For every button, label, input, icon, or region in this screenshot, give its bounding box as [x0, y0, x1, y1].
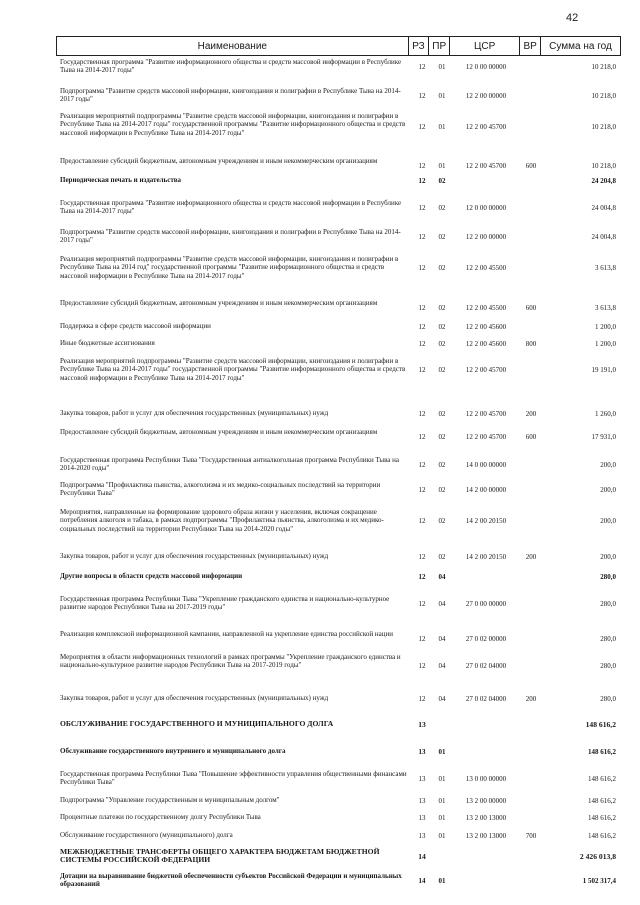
table-row [56, 848, 621, 866]
row-csr: 12 2 00 45700 [465, 432, 507, 441]
row-name: Иные бюджетные ассигнования [60, 339, 155, 347]
row-vr [522, 357, 540, 383]
table-row [56, 112, 621, 142]
row-pr: 02 [438, 203, 446, 212]
row-vr: 600 [525, 432, 537, 441]
row-name: Подпрограмма "Профилактика пьянства, алкоголизма и их медико-социальных последствий на территории Республики Тыва" [60, 481, 381, 498]
table-row [56, 357, 621, 383]
row-csr: 12 0 00 00000 [465, 203, 507, 212]
row-rz: 12 [418, 694, 426, 703]
row-vr [522, 653, 540, 679]
row-csr: 12 2 00 45600 [465, 339, 507, 348]
row-vr [522, 481, 540, 499]
row-name: Мероприятия, направленные на формирование здорового образа жизни у населения, включая сокращение потребления алкоголя и табака, в рамках подпрограммы "Профилактика пьянства, алкоголизма и их медико-социальных последствий на территории Республики Тыва на 2014-2020 годы" [60, 508, 384, 533]
row-name: Реализация мероприятий подпрограммы "Развитие средств массовой информации, книгоиздания и полиграфии в Республике Тыва на 2014 год" государственной программы "Развитие информационного общества и средств массовой информации в Республике Тыва на 2014-2017 годы" [60, 255, 399, 280]
row-pr: 02 [438, 552, 446, 561]
row-pr: 02 [438, 409, 446, 418]
table-header [56, 36, 621, 56]
row-csr [453, 720, 519, 730]
row-rz: 12 [418, 176, 426, 185]
table-row [56, 770, 621, 788]
row-csr: 12 2 00 45700 [465, 365, 507, 374]
row-name: Мероприятия в области информационных технологий в рамках программы "Укрепление гражданского единства и национально-культурное развитие народов Республики Тыва на 2017-2019 годы" [60, 653, 401, 670]
row-sum: 200,0 [600, 485, 616, 494]
row-csr: 12 2 00 00000 [465, 232, 507, 241]
row-csr: 12 2 00 00000 [465, 91, 507, 100]
row-csr: 14 0 00 00000 [465, 460, 507, 469]
row-csr: 13 2 00 00000 [465, 796, 507, 805]
row-sum: 148 616,2 [588, 774, 616, 783]
row-vr [522, 747, 540, 757]
row-sum: 200,0 [600, 552, 616, 561]
row-pr: 01 [438, 876, 446, 885]
row-csr: 13 2 00 13000 [465, 813, 507, 822]
row-vr: 800 [525, 339, 537, 348]
row-csr: 13 0 00 00000 [465, 774, 507, 783]
row-sum: 3 613,8 [595, 303, 616, 312]
row-rz: 12 [418, 634, 426, 643]
row-rz: 12 [418, 599, 426, 608]
row-sum: 10 218,0 [591, 91, 616, 100]
row-pr: 01 [438, 62, 446, 71]
row-vr [522, 720, 540, 730]
table-row [56, 796, 621, 806]
table-row [56, 595, 621, 613]
row-rz: 12 [418, 91, 426, 100]
table-row [56, 87, 621, 105]
row-csr [453, 176, 519, 186]
row-sum: 148 616,2 [588, 747, 616, 756]
row-pr: 04 [438, 694, 446, 703]
row-pr [433, 848, 451, 866]
table-row [56, 157, 621, 175]
row-sum: 200,0 [600, 460, 616, 469]
table-row [56, 872, 621, 890]
table-row [56, 747, 621, 757]
header-rz: РЗ [408, 37, 429, 55]
row-sum: 24 004,8 [591, 203, 616, 212]
table-row [56, 339, 621, 349]
row-csr: 12 2 00 45700 [465, 122, 507, 131]
row-name: МЕЖБЮДЖЕТНЫЕ ТРАНСФЕРТЫ ОБЩЕГО ХАРАКТЕРА БЮДЖЕТАМ БЮДЖЕТНОЙ СИСТЕМЫ РОССИЙСКОЙ ФЕДЕРАЦИИ [60, 847, 380, 865]
row-pr: 01 [438, 813, 446, 822]
row-name: Подпрограмма "Развитие средств массовой информации, книгоиздания и полиграфии в Республике Тыва на 2014-2017 годы" [60, 228, 401, 245]
row-vr [522, 813, 540, 823]
row-csr: 12 2 00 45700 [465, 409, 507, 418]
table-row [56, 176, 621, 186]
row-sum: 10 218,0 [591, 62, 616, 71]
row-name: Обслуживание государственного внутреннего и муниципального долга [60, 747, 286, 755]
row-name: Закупка товаров, работ и услуг для обеспечения государственных (муниципальных) нужд [60, 552, 329, 560]
row-rz: 12 [418, 339, 426, 348]
row-name: Реализация комплексной информационной кампании, направленной на укрепление единства российской нации [60, 630, 393, 638]
row-vr: 600 [525, 303, 537, 312]
row-csr: 27 0 02 04000 [465, 661, 507, 670]
table-row [56, 720, 621, 730]
row-pr: 01 [438, 747, 446, 756]
row-rz: 12 [418, 263, 426, 272]
row-sum: 148 616,2 [588, 796, 616, 805]
row-vr [522, 630, 540, 648]
row-rz: 13 [418, 774, 426, 783]
row-pr: 01 [438, 831, 446, 840]
row-rz: 12 [418, 572, 426, 581]
row-name: Государственная программа Республики Тыва "Укрепление гражданского единства и национально-культурное развитие народов Республики Тыва на 2017-2019 годы" [60, 595, 390, 612]
row-sum: 280,0 [600, 599, 616, 608]
row-vr [522, 255, 540, 281]
table-row [56, 428, 621, 446]
page-number: 42 [566, 12, 579, 24]
row-pr: 01 [438, 91, 446, 100]
row-name: Государственная программа Республики Тыва "Повышение эффективности управления общественными финансами Республики Тыва" [60, 770, 407, 787]
row-sum: 280,0 [600, 694, 616, 703]
row-vr [522, 595, 540, 613]
row-rz: 12 [418, 432, 426, 441]
row-vr [522, 87, 540, 105]
table-row [56, 322, 621, 332]
row-name: Подпрограмма "Развитие средств массовой информации, книгоиздания и полиграфии в Республике Тыва на 2014-2017 годы" [60, 87, 401, 104]
table-row [56, 255, 621, 281]
row-sum: 1 200,0 [595, 322, 616, 331]
row-pr: 01 [438, 122, 446, 131]
table-row [56, 508, 621, 534]
header-pr: ПР [428, 37, 449, 55]
row-csr: 13 2 00 13000 [465, 831, 507, 840]
row-sum: 148 616,2 [588, 831, 616, 840]
row-rz: 12 [418, 661, 426, 670]
row-vr: 200 [525, 409, 537, 418]
row-rz: 13 [418, 719, 426, 729]
row-csr: 12 2 00 45600 [465, 322, 507, 331]
row-sum: 24 004,8 [591, 232, 616, 241]
table-row [56, 481, 621, 499]
row-name: Реализация мероприятий подпрограммы "Развитие средств массовой информации, книгоиздания и полиграфии в Республике Тыва на 2014-2017 годы" государственной программы "Развитие информационного общества и средств массовой информации в Республике Тыва на 2014-2017 годы" [60, 357, 406, 382]
table-row [56, 456, 621, 474]
row-pr: 01 [438, 796, 446, 805]
row-name: Предоставление субсидий бюджетным, автономным учреждениям и иным некоммерческим организациям [60, 157, 378, 165]
row-sum: 1 260,0 [595, 409, 616, 418]
row-rz: 12 [418, 303, 426, 312]
row-vr: 200 [525, 552, 537, 561]
row-csr: 12 2 00 45500 [465, 303, 507, 312]
row-name: Государственная программа "Развитие информационного общества и средств массовой информации в Республике Тыва на 2014-2017 годы" [60, 199, 402, 216]
row-name: Закупка товаров, работ и услуг для обеспечения государственных (муниципальных) нужд [60, 409, 329, 417]
row-pr [433, 720, 451, 730]
row-rz: 13 [418, 747, 426, 756]
row-sum: 24 204,8 [591, 176, 616, 185]
row-sum: 280,0 [600, 634, 616, 643]
row-csr: 27 0 02 00000 [465, 634, 507, 643]
row-csr [453, 872, 519, 890]
row-sum: 148 616,2 [588, 813, 616, 822]
row-name: Реализация мероприятий подпрограммы "Развитие средств массовой информации, книгоиздания и полиграфии в Республике Тыва на 2014-2017 годы" государственной программы "Развитие информационного общества и средств массовой информации в Республике Тыва на 2014-2017 годы" [60, 112, 406, 137]
table-row [56, 694, 621, 704]
row-vr [522, 872, 540, 890]
table-row [56, 58, 621, 76]
row-rz: 12 [418, 365, 426, 374]
row-csr: 12 0 00 00000 [465, 62, 507, 71]
row-vr [522, 58, 540, 76]
header-name: Наименование [197, 40, 267, 52]
row-name: Обслуживание государственного (муниципального) долга [60, 831, 233, 839]
row-vr [522, 508, 540, 534]
row-csr: 27 0 00 00000 [465, 599, 507, 608]
table-row [56, 653, 621, 679]
table-row [56, 552, 621, 562]
table-row [56, 572, 621, 582]
row-rz: 12 [418, 516, 426, 525]
row-sum: 280,0 [600, 661, 616, 670]
row-pr: 04 [438, 634, 446, 643]
row-vr [522, 228, 540, 246]
row-name: Закупка товаров, работ и услуг для обеспечения государственных (муниципальных) нужд [60, 694, 329, 702]
row-sum: 19 191,0 [591, 365, 616, 374]
row-vr [522, 848, 540, 866]
row-name: Процентные платежи по государственному долгу Республики Тыва [60, 813, 261, 821]
row-csr: 14 2 00 00000 [465, 485, 507, 494]
row-sum: 10 218,0 [591, 122, 616, 131]
table-row [56, 813, 621, 823]
row-name: Дотации на выравнивание бюджетной обеспеченности субъектов Российской Федерации и муниципальных образований [60, 872, 402, 889]
row-vr: 200 [525, 694, 537, 703]
table-row [56, 409, 621, 419]
row-vr [522, 796, 540, 806]
row-rz: 14 [418, 876, 426, 885]
table-row [56, 299, 621, 317]
row-csr [453, 572, 519, 582]
row-name: Другие вопросы в области средств массовой информации [60, 572, 243, 580]
row-csr: 14 2 00 20150 [465, 516, 507, 525]
row-name: Государственная программа Республики Тыва "Государственная антиалкогольная программа Республики Тыва на 2014-2020 годы" [60, 456, 400, 473]
row-pr: 02 [438, 322, 446, 331]
row-name: Поддержка в сфере средств массовой информации [60, 322, 211, 330]
row-sum: 280,0 [600, 572, 616, 581]
row-pr: 02 [438, 232, 446, 241]
row-rz: 13 [418, 813, 426, 822]
row-pr: 02 [438, 485, 446, 494]
row-sum: 3 613,8 [595, 263, 616, 272]
row-sum: 2 426 013,8 [579, 851, 616, 861]
row-rz: 12 [418, 485, 426, 494]
table-row [56, 228, 621, 246]
row-pr: 02 [438, 365, 446, 374]
row-pr: 01 [438, 161, 446, 170]
row-vr: 700 [525, 831, 537, 840]
row-pr: 02 [438, 460, 446, 469]
row-sum: 148 616,2 [585, 719, 616, 729]
row-pr: 04 [438, 661, 446, 670]
row-rz: 12 [418, 552, 426, 561]
table-row [56, 831, 621, 841]
row-vr [522, 199, 540, 217]
row-vr [522, 456, 540, 474]
row-csr: 27 0 02 04000 [465, 694, 507, 703]
row-sum: 10 218,0 [591, 161, 616, 170]
row-sum: 1 502 317,4 [582, 876, 616, 885]
row-rz: 12 [418, 322, 426, 331]
row-csr: 12 2 00 45500 [465, 263, 507, 272]
row-rz: 12 [418, 232, 426, 241]
row-rz: 12 [418, 409, 426, 418]
row-rz: 14 [418, 851, 426, 861]
row-vr [522, 176, 540, 186]
row-name: Подпрограмма "Управление государственным и муниципальным долгом" [60, 796, 280, 804]
table-row [56, 630, 621, 648]
row-vr [522, 112, 540, 142]
row-name: Предоставление субсидий бюджетным, автономным учреждениям и иным некоммерческим организациям [60, 428, 378, 436]
table-row [56, 199, 621, 217]
row-pr: 02 [438, 516, 446, 525]
row-csr [453, 848, 519, 866]
row-csr [453, 747, 519, 757]
header-sum: Сумма на год [540, 37, 620, 55]
row-rz: 12 [418, 203, 426, 212]
row-name: ОБСЛУЖИВАНИЕ ГОСУДАРСТВЕННОГО И МУНИЦИПАЛЬНОГО ДОЛГА [60, 719, 334, 728]
header-vr: ВР [519, 37, 540, 55]
row-vr [522, 322, 540, 332]
row-rz: 12 [418, 122, 426, 131]
row-pr: 02 [438, 176, 446, 185]
row-csr: 12 2 00 45700 [465, 161, 507, 170]
row-pr: 01 [438, 774, 446, 783]
row-rz: 13 [418, 796, 426, 805]
row-vr: 600 [525, 161, 537, 170]
row-pr: 02 [438, 303, 446, 312]
row-rz: 13 [418, 831, 426, 840]
row-pr: 02 [438, 263, 446, 272]
row-name: Государственная программа "Развитие информационного общества и средств массовой информации в Республике Тыва на 2014-2017 годы" [60, 58, 402, 75]
row-name: Периодическая печать и издательства [60, 176, 182, 184]
row-pr: 02 [438, 432, 446, 441]
row-rz: 12 [418, 62, 426, 71]
row-sum: 17 931,0 [591, 432, 616, 441]
row-pr: 02 [438, 339, 446, 348]
row-csr: 14 2 00 20150 [465, 552, 507, 561]
row-sum: 1 200,0 [595, 339, 616, 348]
row-vr [522, 770, 540, 788]
row-rz: 12 [418, 161, 426, 170]
row-name: Предоставление субсидий бюджетным, автономным учреждениям и иным некоммерческим организациям [60, 299, 378, 307]
header-csr: ЦСР [449, 37, 519, 55]
row-pr: 04 [438, 572, 446, 581]
row-vr [522, 572, 540, 582]
row-rz: 12 [418, 460, 426, 469]
row-sum: 200,0 [600, 516, 616, 525]
row-pr: 04 [438, 599, 446, 608]
